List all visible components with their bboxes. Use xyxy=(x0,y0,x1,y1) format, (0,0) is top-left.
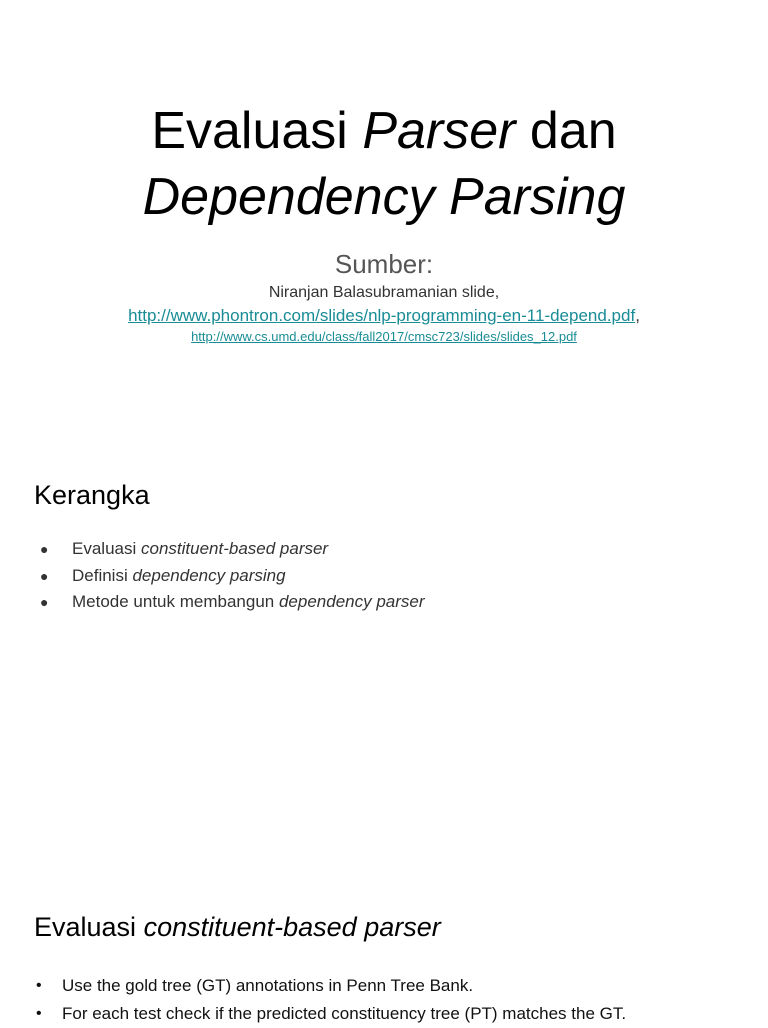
title-word-evaluasi: Evaluasi xyxy=(151,102,363,160)
heading-plain: Evaluasi xyxy=(34,912,144,942)
evaluation-item-text: For each test check if the predicted constituency tree (PT) matches the GT. xyxy=(62,1004,627,1023)
title-word-parser: Parser xyxy=(362,102,516,160)
evaluation-heading xyxy=(34,910,441,944)
source-link-umd[interactable]: http://www.cs.umd.edu/class/fall2017/cmsc723/slides/slides_12.pdf xyxy=(191,329,577,344)
bullet-icon: ● xyxy=(40,567,49,584)
title-slide xyxy=(0,0,768,432)
outline-item-text: Evaluasi xyxy=(72,539,141,558)
outline-slide xyxy=(0,432,768,864)
outline-item-text: Definisi xyxy=(72,565,133,585)
slide-title xyxy=(0,98,768,230)
evaluation-item-text: Use the gold tree (GT) annotations in Penn Tree Bank. xyxy=(62,976,474,995)
bullet-icon: • xyxy=(36,1005,42,1022)
title-word-dan: dan xyxy=(515,102,617,160)
outline-item-text: Metode untuk membangun xyxy=(72,592,279,611)
title-line-1 xyxy=(0,98,768,164)
source-link-phontron[interactable]: http://www.phontron.com/slides/nlp-programming-en-11-depend.pdf xyxy=(128,306,636,325)
outline-item-italic: dependency parsing xyxy=(132,565,286,585)
bullet-icon: • xyxy=(36,977,42,994)
source-link-row-2 xyxy=(0,328,768,346)
title-line-2: Dependency Parsing xyxy=(142,168,626,226)
outline-item-italic: constituent-based parser xyxy=(140,539,329,558)
bullet-icon: ● xyxy=(40,594,49,610)
bullet-icon: ● xyxy=(40,541,49,557)
source-label: Sumber: xyxy=(334,249,434,279)
outline-item-italic: dependency parser xyxy=(278,592,425,611)
outline-heading: Kerangka xyxy=(34,480,150,510)
link-separator: , xyxy=(635,306,640,325)
source-author: Niranjan Balasubramanian slide, xyxy=(268,284,500,301)
source-link-row-1 xyxy=(0,304,768,328)
heading-italic: constituent-based parser xyxy=(143,912,441,942)
evaluation-slide xyxy=(0,864,768,1024)
